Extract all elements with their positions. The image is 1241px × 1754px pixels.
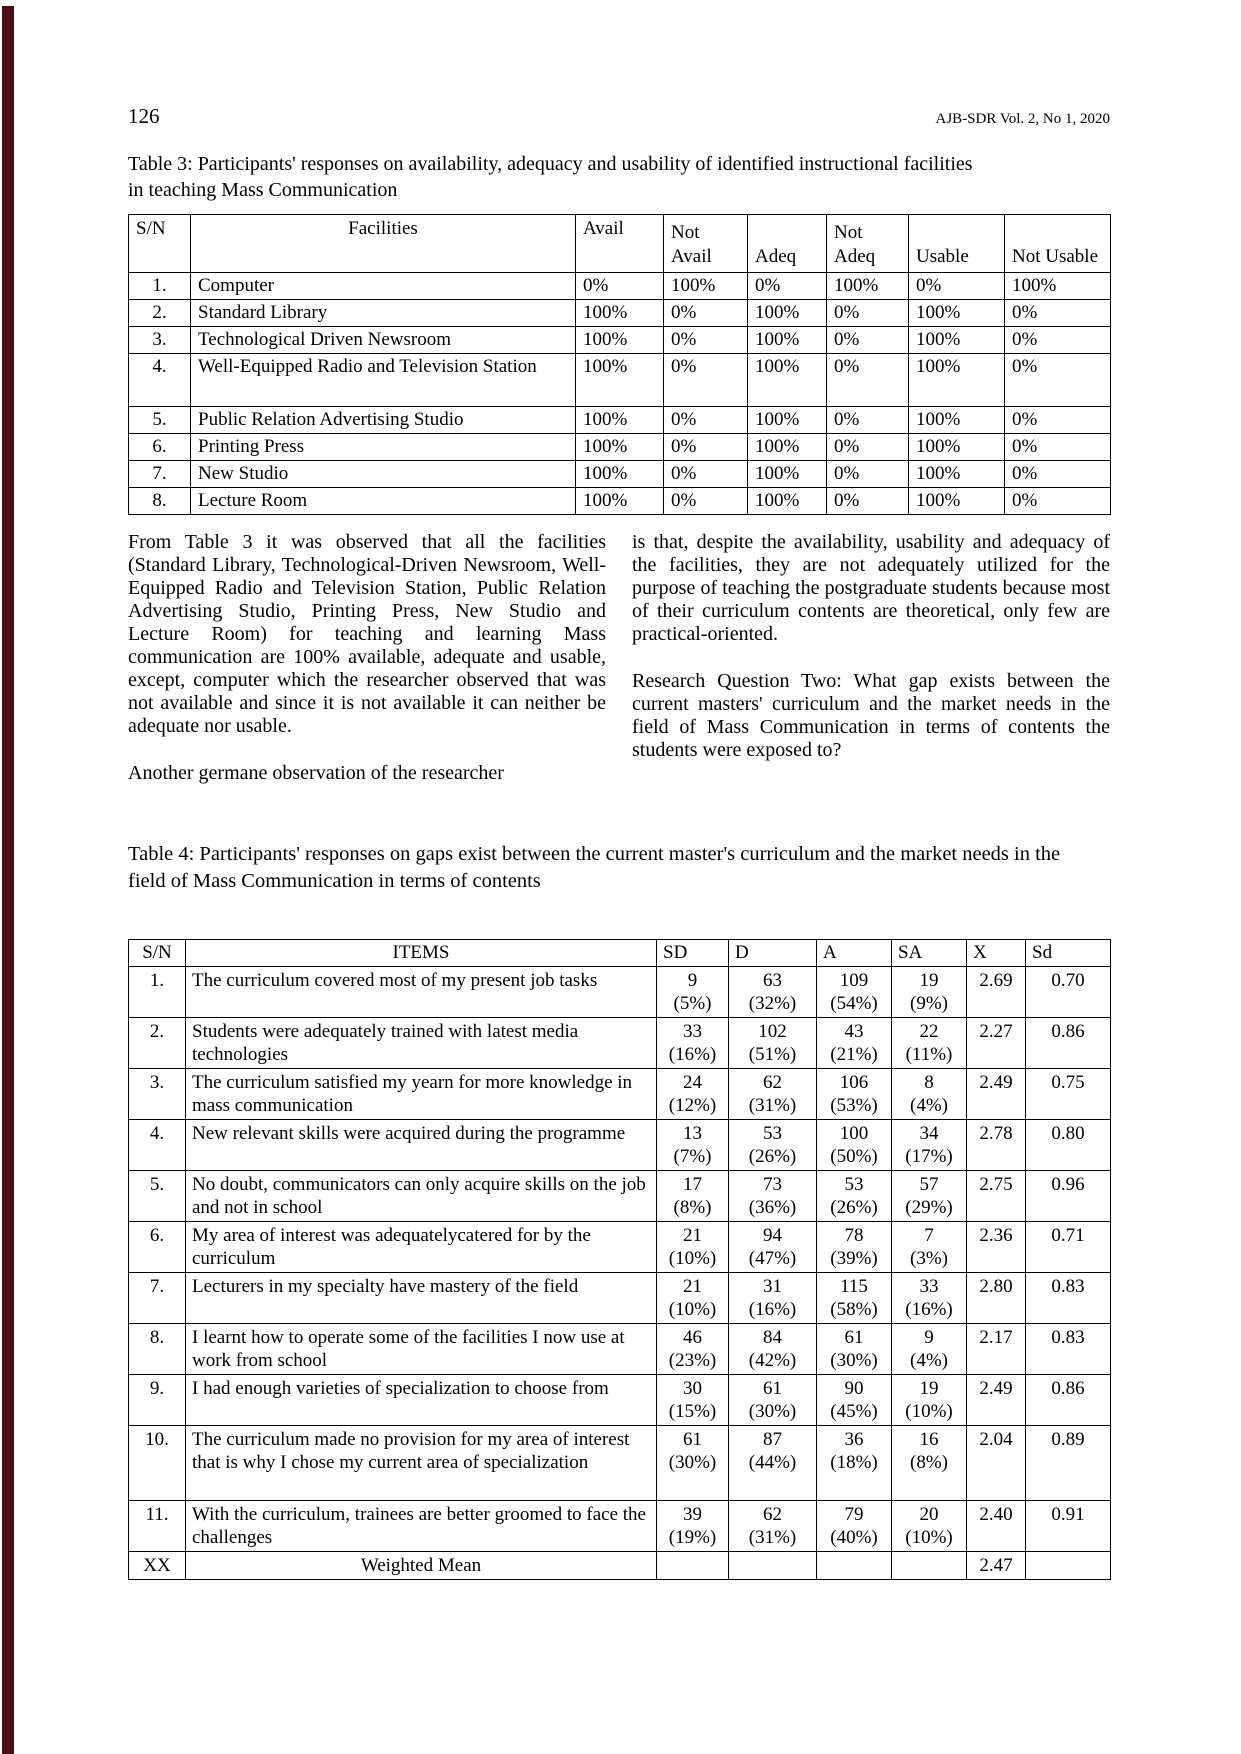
a-cell: 53 (26%): [817, 1171, 892, 1222]
a-cell: 106 (53%): [817, 1069, 892, 1120]
empty-cell: [817, 1552, 892, 1580]
sa-cell: 7 (3%): [892, 1222, 967, 1273]
sn-cell: 4.: [129, 354, 191, 407]
sd-cell: 39 (19%): [657, 1501, 729, 1552]
mean-cell: 2.04: [967, 1426, 1026, 1501]
facility-cell: Lecture Room: [191, 488, 576, 515]
sd-cell: 17 (8%): [657, 1171, 729, 1222]
sa-cell: 34 (17%): [892, 1120, 967, 1171]
table-row: [129, 488, 1111, 515]
value-cell: 0%: [1005, 407, 1111, 434]
sn-cell: 6.: [129, 1222, 186, 1273]
table-row: [129, 1171, 1111, 1222]
col-header: A: [817, 940, 892, 967]
a-cell: 61 (30%): [817, 1324, 892, 1375]
mean-cell: 2.49: [967, 1069, 1026, 1120]
paragraph: Research Question Two: What gap exists between the current masters' curriculum and the market needs in the field of Mass Communication in terms of contents the students were exposed to?: [632, 670, 1110, 761]
sn-cell: 3.: [129, 327, 191, 354]
d-cell: 61 (30%): [729, 1375, 817, 1426]
sn-cell: 8.: [129, 1324, 186, 1375]
d-cell: 94 (47%): [729, 1222, 817, 1273]
value-cell: 100%: [748, 300, 827, 327]
item-cell: I learnt how to operate some of the facilities I now use at work from school: [186, 1324, 657, 1375]
sn-cell: 6.: [129, 434, 191, 461]
table-row: [129, 354, 1111, 407]
sa-cell: 9 (4%): [892, 1324, 967, 1375]
stdev-cell: 0.86: [1026, 1375, 1111, 1426]
table-row: [129, 1324, 1111, 1375]
value-cell: 100%: [909, 434, 1005, 461]
table-header-row: [129, 215, 1111, 273]
table-row: [129, 461, 1111, 488]
value-cell: 100%: [664, 273, 748, 300]
stdev-cell: 0.75: [1026, 1069, 1111, 1120]
col-header: SA: [892, 940, 967, 967]
sa-cell: 22 (11%): [892, 1018, 967, 1069]
sa-cell: 57 (29%): [892, 1171, 967, 1222]
sd-cell: 30 (15%): [657, 1375, 729, 1426]
value-cell: 0%: [827, 300, 909, 327]
value-cell: 0%: [664, 327, 748, 354]
sn-cell: 7.: [129, 1273, 186, 1324]
value-cell: 0%: [827, 407, 909, 434]
mean-cell: 2.27: [967, 1018, 1026, 1069]
facility-cell: New Studio: [191, 461, 576, 488]
sd-cell: 21 (10%): [657, 1273, 729, 1324]
sn-cell: 10.: [129, 1426, 186, 1501]
mean-cell: 2.78: [967, 1120, 1026, 1171]
col-header: Not Usable: [1005, 215, 1111, 273]
mean-cell: 2.47: [967, 1552, 1026, 1580]
d-cell: 84 (42%): [729, 1324, 817, 1375]
a-cell: 36 (18%): [817, 1426, 892, 1501]
a-cell: 78 (39%): [817, 1222, 892, 1273]
empty-cell: [1026, 1552, 1111, 1580]
value-cell: 0%: [576, 273, 664, 300]
mean-cell: 2.36: [967, 1222, 1026, 1273]
facility-cell: Public Relation Advertising Studio: [191, 407, 576, 434]
value-cell: 100%: [1005, 273, 1111, 300]
sd-cell: 21 (10%): [657, 1222, 729, 1273]
value-cell: 0%: [827, 461, 909, 488]
table4-caption: Table 4: Participants' responses on gaps exist between the current master's curriculum and the market needs in the field of Mass Communication in terms of contents: [128, 843, 1061, 892]
value-cell: 100%: [576, 434, 664, 461]
table-row: [129, 407, 1111, 434]
sd-cell: 13 (7%): [657, 1120, 729, 1171]
sn-cell: 2.: [129, 1018, 186, 1069]
facility-cell: Printing Press: [191, 434, 576, 461]
value-cell: 100%: [748, 354, 827, 407]
item-cell: Lecturers in my specialty have mastery of the field: [186, 1273, 657, 1324]
sn-cell: 8.: [129, 488, 191, 515]
stdev-cell: 0.96: [1026, 1171, 1111, 1222]
table-row: [129, 434, 1111, 461]
a-cell: 100 (50%): [817, 1120, 892, 1171]
table-row: [129, 273, 1111, 300]
value-cell: 0%: [664, 354, 748, 407]
paragraph: Another germane observation of the researcher: [128, 762, 504, 784]
d-cell: 102 (51%): [729, 1018, 817, 1069]
sd-cell: 33 (16%): [657, 1018, 729, 1069]
mean-cell: 2.40: [967, 1501, 1026, 1552]
d-cell: 53 (26%): [729, 1120, 817, 1171]
weighted-mean-label: Weighted Mean: [186, 1552, 657, 1580]
value-cell: 100%: [576, 327, 664, 354]
empty-cell: [729, 1552, 817, 1580]
table4: [128, 939, 1111, 1580]
item-cell: No doubt, communicators can only acquire skills on the job and not in school: [186, 1171, 657, 1222]
value-cell: 100%: [748, 434, 827, 461]
col-header: Usable: [909, 215, 1005, 273]
sn-cell: 4.: [129, 1120, 186, 1171]
value-cell: 100%: [909, 300, 1005, 327]
value-cell: 100%: [576, 300, 664, 327]
table-row: [129, 1120, 1111, 1171]
sa-cell: 20 (10%): [892, 1501, 967, 1552]
empty-cell: [892, 1552, 967, 1580]
value-cell: 0%: [909, 273, 1005, 300]
col-header: D: [729, 940, 817, 967]
value-cell: 0%: [664, 461, 748, 488]
value-cell: 0%: [1005, 488, 1111, 515]
d-cell: 62 (31%): [729, 1069, 817, 1120]
stdev-cell: 0.83: [1026, 1324, 1111, 1375]
stdev-cell: 0.86: [1026, 1018, 1111, 1069]
item-cell: I had enough varieties of specialization to choose from: [186, 1375, 657, 1426]
value-cell: 0%: [827, 327, 909, 354]
sa-cell: 19 (9%): [892, 967, 967, 1018]
value-cell: 0%: [664, 300, 748, 327]
col-header: X: [967, 940, 1026, 967]
sn-cell: 9.: [129, 1375, 186, 1426]
d-cell: 63 (32%): [729, 967, 817, 1018]
a-cell: 43 (21%): [817, 1018, 892, 1069]
sd-cell: 9 (5%): [657, 967, 729, 1018]
a-cell: 115 (58%): [817, 1273, 892, 1324]
value-cell: 100%: [748, 488, 827, 515]
value-cell: 0%: [664, 488, 748, 515]
sa-cell: 19 (10%): [892, 1375, 967, 1426]
sa-cell: 8 (4%): [892, 1069, 967, 1120]
value-cell: 0%: [827, 354, 909, 407]
value-cell: 0%: [827, 434, 909, 461]
d-cell: 87 (44%): [729, 1426, 817, 1501]
table-row: [129, 1222, 1111, 1273]
value-cell: 0%: [1005, 354, 1111, 407]
a-cell: 90 (45%): [817, 1375, 892, 1426]
table-row: [129, 967, 1111, 1018]
value-cell: 100%: [748, 327, 827, 354]
mean-cell: 2.69: [967, 967, 1026, 1018]
table-header-row: [129, 940, 1111, 967]
value-cell: 0%: [1005, 434, 1111, 461]
table-row: [129, 1069, 1111, 1120]
sn-cell: 7.: [129, 461, 191, 488]
empty-cell: [657, 1552, 729, 1580]
table-row: [129, 1375, 1111, 1426]
table-row: [129, 1501, 1111, 1552]
value-cell: 100%: [909, 488, 1005, 515]
body-text: [128, 531, 1110, 785]
item-cell: The curriculum satisfied my yearn for more knowledge in mass communication: [186, 1069, 657, 1120]
value-cell: 0%: [1005, 461, 1111, 488]
value-cell: 0%: [664, 434, 748, 461]
stdev-cell: 0.89: [1026, 1426, 1111, 1501]
item-cell: Students were adequately trained with latest media technologies: [186, 1018, 657, 1069]
value-cell: 100%: [576, 461, 664, 488]
value-cell: 100%: [748, 461, 827, 488]
sn-cell: 2.: [129, 300, 191, 327]
table-row: [129, 1273, 1111, 1324]
value-cell: 0%: [1005, 327, 1111, 354]
table-row: [129, 1426, 1111, 1501]
sn-cell: 5.: [129, 407, 191, 434]
scan-edge-bar: [2, 6, 14, 1754]
item-cell: My area of interest was adequatelycatered for by the curriculum: [186, 1222, 657, 1273]
value-cell: 100%: [576, 407, 664, 434]
item-cell: The curriculum made no provision for my area of interest that is why I chose my current area of specialization: [186, 1426, 657, 1501]
item-cell: New relevant skills were acquired during the programme: [186, 1120, 657, 1171]
a-cell: 79 (40%): [817, 1501, 892, 1552]
journal-reference: AJB-SDR Vol. 2, No 1, 2020: [935, 111, 1110, 127]
mean-cell: 2.80: [967, 1273, 1026, 1324]
stdev-cell: 0.91: [1026, 1501, 1111, 1552]
sd-cell: 24 (12%): [657, 1069, 729, 1120]
value-cell: 100%: [909, 327, 1005, 354]
value-cell: 100%: [827, 273, 909, 300]
mean-cell: 2.49: [967, 1375, 1026, 1426]
sd-cell: 46 (23%): [657, 1324, 729, 1375]
facility-cell: Standard Library: [191, 300, 576, 327]
value-cell: 100%: [576, 354, 664, 407]
paragraph: From Table 3 it was observed that all the facilities (Standard Library, Technological-Driven Newsroom, Well-Equipped Radio and Television Station, Public Relation Advertising Studio, Printing Press, New Studio and Lecture Room) for teaching and learning Mass communication are 100% available, adequate and usable, except, computer which the researcher observed that was not available and since it is not available it can neither be adequate nor usable.: [128, 531, 606, 737]
value-cell: 0%: [664, 407, 748, 434]
item-cell: With the curriculum, trainees are better groomed to face the challenges: [186, 1501, 657, 1552]
sn-cell: 3.: [129, 1069, 186, 1120]
left-column: [128, 531, 606, 785]
col-header: Adeq: [748, 215, 827, 273]
mean-cell: 2.75: [967, 1171, 1026, 1222]
paragraph: is that, despite the availability, usability and adequacy of the facilities, they are not adequately utilized for the purpose of teaching the postgraduate students because most of their curriculum contents are theoretical, only few are practical-oriented.: [632, 531, 1110, 645]
value-cell: 100%: [576, 488, 664, 515]
page-header: [128, 104, 1110, 129]
table-row: [129, 300, 1111, 327]
col-header: S/N: [129, 940, 186, 967]
value-cell: 100%: [909, 407, 1005, 434]
stdev-cell: 0.71: [1026, 1222, 1111, 1273]
a-cell: 109 (54%): [817, 967, 892, 1018]
col-header: Facilities: [191, 215, 576, 273]
stdev-cell: 0.83: [1026, 1273, 1111, 1324]
value-cell: 0%: [1005, 300, 1111, 327]
value-cell: 100%: [909, 354, 1005, 407]
sa-cell: 33 (16%): [892, 1273, 967, 1324]
sn-cell: 1.: [129, 273, 191, 300]
mean-cell: 2.17: [967, 1324, 1026, 1375]
col-header: Not Adeq: [827, 215, 909, 273]
table-row: [129, 327, 1111, 354]
sn-cell: 5.: [129, 1171, 186, 1222]
sd-cell: 61 (30%): [657, 1426, 729, 1501]
facility-cell: Technological Driven Newsroom: [191, 327, 576, 354]
d-cell: 62 (31%): [729, 1501, 817, 1552]
d-cell: 73 (36%): [729, 1171, 817, 1222]
stdev-cell: 0.80: [1026, 1120, 1111, 1171]
weighted-mean-row: [129, 1552, 1111, 1580]
col-header: Not Avail: [664, 215, 748, 273]
right-column: [632, 531, 1110, 785]
d-cell: 31 (16%): [729, 1273, 817, 1324]
table3-caption: Table 3: Participants' responses on availability, adequacy and usability of identified instructional facilities in teaching Mass Communication: [128, 153, 973, 201]
value-cell: 0%: [748, 273, 827, 300]
table-row: [129, 1018, 1111, 1069]
facility-cell: Well-Equipped Radio and Television Station: [191, 354, 576, 407]
col-header: ITEMS: [186, 940, 657, 967]
col-header: S/N: [129, 215, 191, 273]
col-header: Avail: [576, 215, 664, 273]
value-cell: 100%: [909, 461, 1005, 488]
sn-cell: XX: [129, 1552, 186, 1580]
sn-cell: 11.: [129, 1501, 186, 1552]
col-header: SD: [657, 940, 729, 967]
item-cell: The curriculum covered most of my present job tasks: [186, 967, 657, 1018]
table3: [128, 214, 1111, 515]
col-header: Sd: [1026, 940, 1111, 967]
page-number: 126: [128, 104, 160, 128]
sn-cell: 1.: [129, 967, 186, 1018]
facility-cell: Computer: [191, 273, 576, 300]
value-cell: 100%: [748, 407, 827, 434]
stdev-cell: 0.70: [1026, 967, 1111, 1018]
sa-cell: 16 (8%): [892, 1426, 967, 1501]
value-cell: 0%: [827, 488, 909, 515]
